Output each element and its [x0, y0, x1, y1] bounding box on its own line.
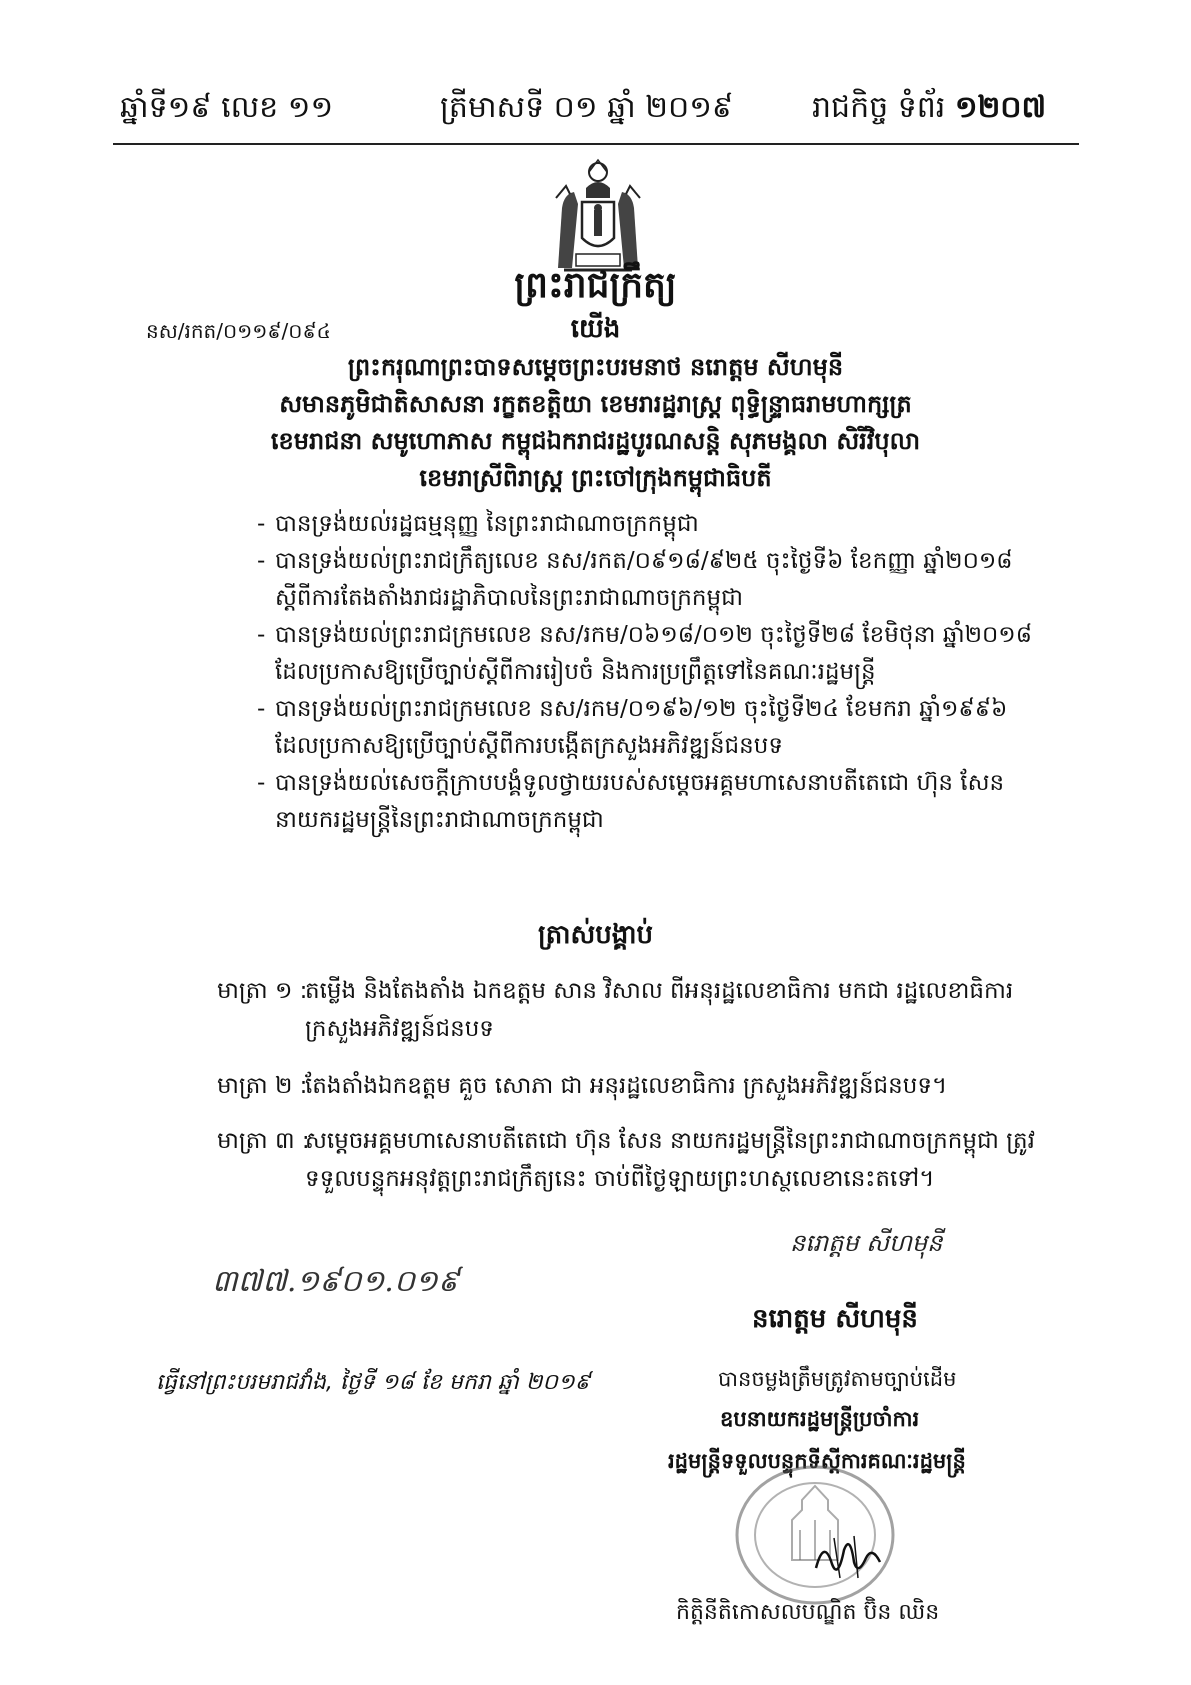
header-page-number: ១២០៧ — [954, 90, 1047, 125]
handwritten-reference: ៣៧៧.១៩០១.០១៩ — [212, 1264, 460, 1299]
royal-title-line: សមានភូមិជាតិសាសនា រក្ខតខត្តិយា ខេមរារដ្ឋរាស្ត្រ ពុទ្ធិន្ទ្រាធរាមហាក្សត្រ — [279, 390, 912, 418]
royal-title-line: ខេមរាស្រីពិរាស្ត្រ ព្រះចៅក្រុងកម្ពុជាធិបតី — [419, 464, 772, 492]
countersign-title: ឧបនាយករដ្ឋមន្ត្រីប្រចាំការ — [720, 1407, 920, 1431]
preamble-text: បានទ្រង់យល់សេចក្តីក្រាបបង្គំទូលថ្វាយរបស់សម្តេចអគ្គមហាសេនាបតីតេជោ ហ៊ុន សែន នាយករដ្ឋមន្ត្រីនៃព្រះរាជាណាចក្រកម្ពុជា — [275, 770, 1005, 833]
preamble-text: បានទ្រង់យល់ព្រះរាជក្រឹត្យលេខ នស/រកត/០៩១៨/៩២៥ ចុះថ្ងៃទី៦ ខែកញ្ញា ឆ្នាំ២០១៨ ស្តីពីការតែងតាំងរាជរដ្ឋាភិបាលនៃព្រះរាជាណាចក្រកម្ពុជា — [275, 548, 1013, 611]
preamble-dash: - — [257, 622, 266, 648]
we-heading: យើង — [570, 314, 621, 344]
preamble-text: បានទ្រង់យល់ព្រះរាជក្រមលេខ នស/រកម/០១៩៦/១២ ចុះថ្ងៃទី២៤ ខែមករា ឆ្នាំ១៩៩៦ ដែលប្រកាសឱ្យប្រើច្បាប់ស្តីពីការបង្កើតក្រសួងអភិវឌ្ឍន៍ជនបទ — [275, 696, 1008, 759]
article-3 — [217, 1122, 1057, 1198]
preamble-item — [257, 617, 1037, 691]
header-divider — [113, 143, 1079, 145]
preamble-item — [257, 543, 1037, 617]
royal-title-line: ព្រះករុណាព្រះបាទសម្ដេចព្រះបរមនាថ នរោត្តម សីហមុនី — [347, 353, 844, 381]
preamble-list — [257, 506, 1037, 839]
preamble-text: បានទ្រង់យល់ព្រះរាជក្រមលេខ នស/រកម/០៦១៨/០១២ ចុះថ្ងៃទី២៨ ខែមិថុនា ឆ្នាំ២០១៨ ដែលប្រកាសឱ្យប្រើច្បាប់ស្តីពីការរៀបចំ និងការប្រព្រឹត្តទៅនៃគណៈរដ្ឋមន្ត្រី — [275, 622, 1032, 685]
document-title: ព្រះរាជក្រឹត្យ — [514, 265, 677, 306]
article-1 — [217, 972, 1057, 1048]
preamble-item — [257, 691, 1037, 765]
preamble-dash: - — [257, 511, 266, 537]
royal-title-line: ខេមរាជនា សមូហោភាស កម្ពុជឯករាជរដ្ឋបូរណសន្តិ សុភមង្គលា សិរីវិបុលា — [270, 427, 921, 455]
preamble-dash: - — [257, 770, 266, 796]
article-text: សម្ដេចអគ្គមហាសេនាបតីតេជោ ហ៊ុន សែន នាយករដ្ឋមន្ត្រីនៃព្រះរាជាណាចក្រកម្ពុជា ត្រូវទទួលបន្ទុកអនុវត្តព្រះរាជក្រឹត្យនេះ ចាប់ពីថ្ងៃឡាយព្រះហស្ថលេខានេះតទៅ។ — [305, 1128, 1035, 1192]
article-label: មាត្រា ២ : — [217, 1073, 308, 1099]
decree-heading: ត្រាស់បង្គាប់ — [537, 920, 654, 950]
article-text: តម្លើង និងតែងតាំង ឯកឧត្តម សាន វិសាល ពីអនុរដ្ឋលេខាធិការ មកជា រដ្ឋលេខាធិការ ក្រសួងអភិវឌ្ឍន៍ជនបទ — [305, 978, 1014, 1042]
article-label: មាត្រា ១ : — [217, 978, 308, 1004]
countersign-copy-note: បានចម្លងត្រឹមត្រូវតាមច្បាប់ដើម — [718, 1367, 957, 1391]
countersignature-icon — [810, 1528, 890, 1592]
countersigner-name: កិត្តិនីតិកោសលបណ្ឌិត ប៊ិន ឈិន — [676, 1600, 940, 1625]
place-date: ធ្វើនៅព្រះបរមរាជវាំង, ថ្ងៃទី ១៨ ខែ មករា ឆ្នាំ ២០១៩ — [156, 1370, 591, 1395]
reference-number: នស/រកត/០១១៩/០៩៤ — [146, 319, 331, 343]
article-label: មាត្រា ៣ : — [217, 1128, 310, 1154]
royal-signature: នរោត្តម សីហមុនី — [790, 1229, 943, 1257]
preamble-item — [257, 506, 1037, 543]
preamble-dash: - — [257, 548, 266, 574]
preamble-text: បានទ្រង់យល់រដ្ឋធម្មនុញ្ញ នៃព្រះរាជាណាចក្រកម្ពុជា — [275, 511, 699, 537]
header-page — [812, 88, 1046, 132]
header-issue: ឆ្នាំទី១៩ លេខ ១១ — [120, 90, 334, 125]
header-quarter: ត្រីមាសទី ០១ ឆ្នាំ ២០១៩ — [440, 90, 734, 125]
article-text: តែងតាំងឯកឧត្តម គួច សោភា ជា អនុរដ្ឋលេខាធិការ ក្រសួងអភិវឌ្ឍន៍ជនបទ។ — [305, 1073, 948, 1099]
countersign-title: រដ្ឋមន្ត្រីទទួលបន្ទុកទីស្តីការគណៈរដ្ឋមន្ត្រី — [668, 1449, 966, 1473]
header-page-label: រាជកិច្ច ទំព័រ — [812, 90, 946, 125]
preamble-dash: - — [257, 696, 266, 722]
king-name: នរោត្តម សីហមុនី — [752, 1304, 918, 1334]
preamble-item — [257, 765, 1037, 839]
article-2 — [217, 1067, 1057, 1105]
